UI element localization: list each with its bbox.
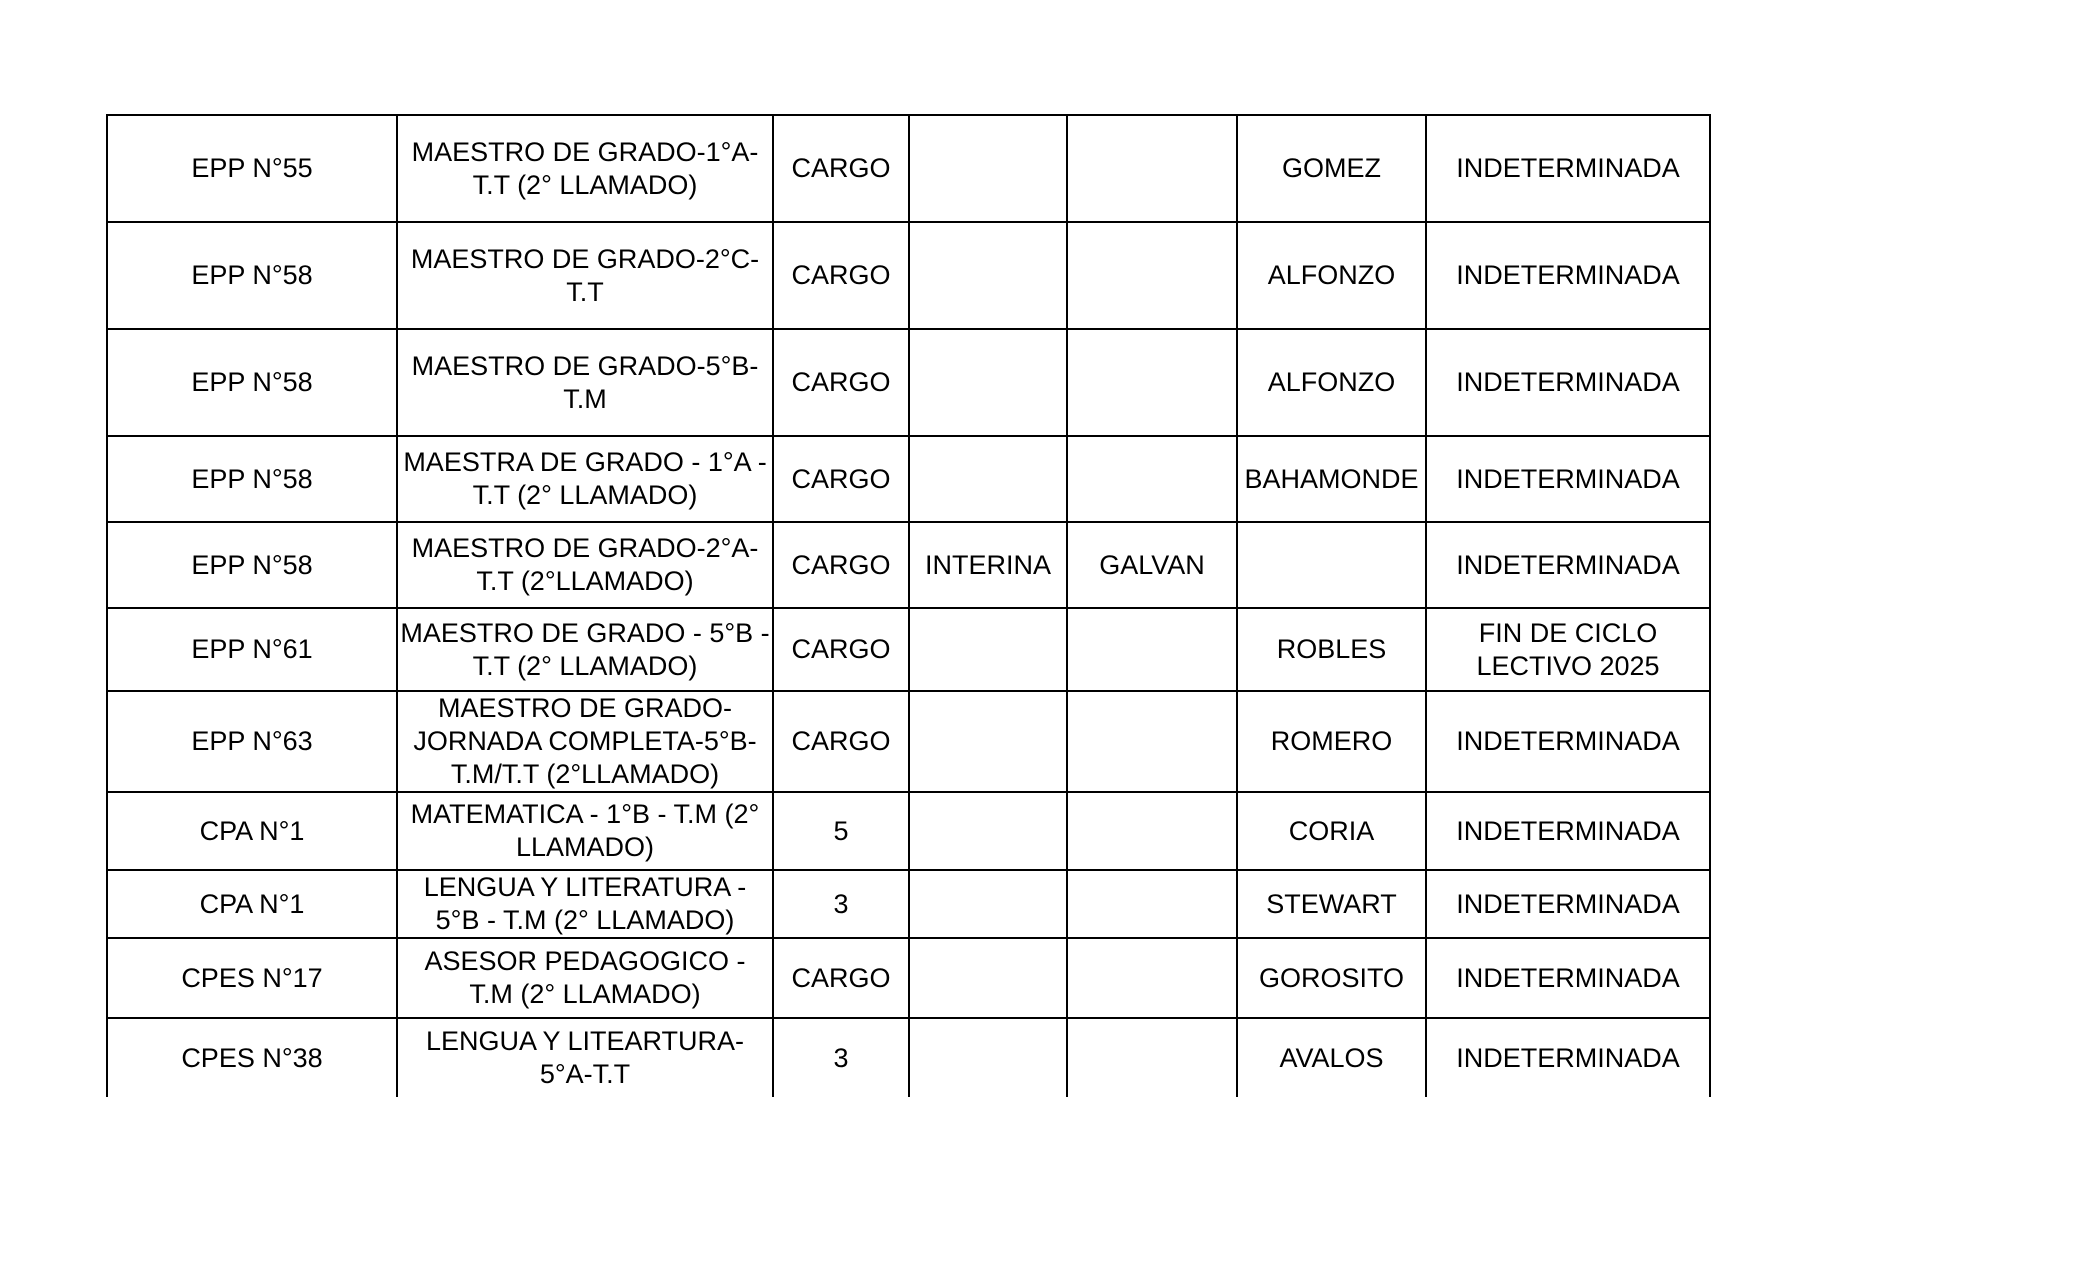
- duration-cell: INDETERMINADA: [1426, 1018, 1710, 1097]
- position-cell: MAESTRO DE GRADO-2°A- T.T (2°LLAMADO): [397, 522, 773, 608]
- substitute-cell: [1067, 436, 1237, 522]
- status-cell: [909, 329, 1067, 436]
- holder-cell: ROMERO: [1237, 691, 1426, 792]
- duration-cell: INDETERMINADA: [1426, 938, 1710, 1018]
- holder-cell: ALFONZO: [1237, 329, 1426, 436]
- duration-cell: INDETERMINADA: [1426, 691, 1710, 792]
- hours-cell: 3: [773, 1018, 909, 1097]
- duration-cell: INDETERMINADA: [1426, 115, 1710, 222]
- substitute-cell: [1067, 691, 1237, 792]
- hours-cell: CARGO: [773, 115, 909, 222]
- school-cell: EPP N°58: [107, 329, 397, 436]
- substitute-cell: [1067, 870, 1237, 938]
- table-row: [107, 329, 1710, 436]
- substitute-cell: [1067, 222, 1237, 329]
- position-cell: MAESTRO DE GRADO-5°B- T.M: [397, 329, 773, 436]
- vacancy-table: [106, 114, 1711, 1097]
- school-cell: EPP N°58: [107, 522, 397, 608]
- hours-cell: CARGO: [773, 608, 909, 691]
- table-body: [107, 115, 1710, 1097]
- status-cell: [909, 608, 1067, 691]
- position-cell: ASESOR PEDAGOGICO - T.M (2° LLAMADO): [397, 938, 773, 1018]
- table-row: [107, 115, 1710, 222]
- duration-cell: INDETERMINADA: [1426, 329, 1710, 436]
- status-cell: [909, 691, 1067, 792]
- position-cell: MAESTRO DE GRADO- JORNADA COMPLETA-5°B- T.M/T.T (2°LLAMADO): [397, 691, 773, 792]
- status-cell: [909, 938, 1067, 1018]
- school-cell: EPP N°58: [107, 222, 397, 329]
- hours-cell: CARGO: [773, 522, 909, 608]
- holder-cell: ROBLES: [1237, 608, 1426, 691]
- holder-cell: STEWART: [1237, 870, 1426, 938]
- table-row: [107, 1018, 1710, 1097]
- position-cell: LENGUA Y LITEARTURA- 5°A-T.T: [397, 1018, 773, 1097]
- duration-cell: INDETERMINADA: [1426, 792, 1710, 870]
- substitute-cell: [1067, 1018, 1237, 1097]
- duration-cell: INDETERMINADA: [1426, 436, 1710, 522]
- hours-cell: CARGO: [773, 691, 909, 792]
- holder-cell: GOMEZ: [1237, 115, 1426, 222]
- school-cell: CPA N°1: [107, 870, 397, 938]
- school-cell: EPP N°61: [107, 608, 397, 691]
- hours-cell: 5: [773, 792, 909, 870]
- position-cell: LENGUA Y LITERATURA - 5°B - T.M (2° LLAMADO): [397, 870, 773, 938]
- school-cell: CPA N°1: [107, 792, 397, 870]
- hours-cell: CARGO: [773, 329, 909, 436]
- substitute-cell: [1067, 115, 1237, 222]
- status-cell: [909, 1018, 1067, 1097]
- holder-cell: AVALOS: [1237, 1018, 1426, 1097]
- holder-cell: [1237, 522, 1426, 608]
- table-row: [107, 436, 1710, 522]
- holder-cell: ALFONZO: [1237, 222, 1426, 329]
- hours-cell: CARGO: [773, 222, 909, 329]
- substitute-cell: [1067, 608, 1237, 691]
- status-cell: [909, 792, 1067, 870]
- position-cell: MAESTRO DE GRADO-1°A- T.T (2° LLAMADO): [397, 115, 773, 222]
- table-row: [107, 870, 1710, 938]
- hours-cell: 3: [773, 870, 909, 938]
- status-cell: [909, 436, 1067, 522]
- substitute-cell: [1067, 792, 1237, 870]
- position-cell: MAESTRA DE GRADO - 1°A - T.T (2° LLAMADO): [397, 436, 773, 522]
- school-cell: CPES N°38: [107, 1018, 397, 1097]
- status-cell: [909, 115, 1067, 222]
- duration-cell: FIN DE CICLO LECTIVO 2025: [1426, 608, 1710, 691]
- table-row: [107, 691, 1710, 792]
- table-row: [107, 792, 1710, 870]
- duration-cell: INDETERMINADA: [1426, 870, 1710, 938]
- holder-cell: GOROSITO: [1237, 938, 1426, 1018]
- school-cell: EPP N°63: [107, 691, 397, 792]
- position-cell: MAESTRO DE GRADO-2°C- T.T: [397, 222, 773, 329]
- table-row: [107, 938, 1710, 1018]
- table-row: [107, 608, 1710, 691]
- hours-cell: CARGO: [773, 436, 909, 522]
- duration-cell: INDETERMINADA: [1426, 522, 1710, 608]
- school-cell: CPES N°17: [107, 938, 397, 1018]
- holder-cell: BAHAMONDE: [1237, 436, 1426, 522]
- substitute-cell: GALVAN: [1067, 522, 1237, 608]
- table-row: [107, 522, 1710, 608]
- position-cell: MATEMATICA - 1°B - T.M (2° LLAMADO): [397, 792, 773, 870]
- substitute-cell: [1067, 938, 1237, 1018]
- position-cell: MAESTRO DE GRADO - 5°B - T.T (2° LLAMADO): [397, 608, 773, 691]
- hours-cell: CARGO: [773, 938, 909, 1018]
- substitute-cell: [1067, 329, 1237, 436]
- duration-cell: INDETERMINADA: [1426, 222, 1710, 329]
- status-cell: INTERINA: [909, 522, 1067, 608]
- status-cell: [909, 870, 1067, 938]
- status-cell: [909, 222, 1067, 329]
- school-cell: EPP N°55: [107, 115, 397, 222]
- school-cell: EPP N°58: [107, 436, 397, 522]
- table-row: [107, 222, 1710, 329]
- holder-cell: CORIA: [1237, 792, 1426, 870]
